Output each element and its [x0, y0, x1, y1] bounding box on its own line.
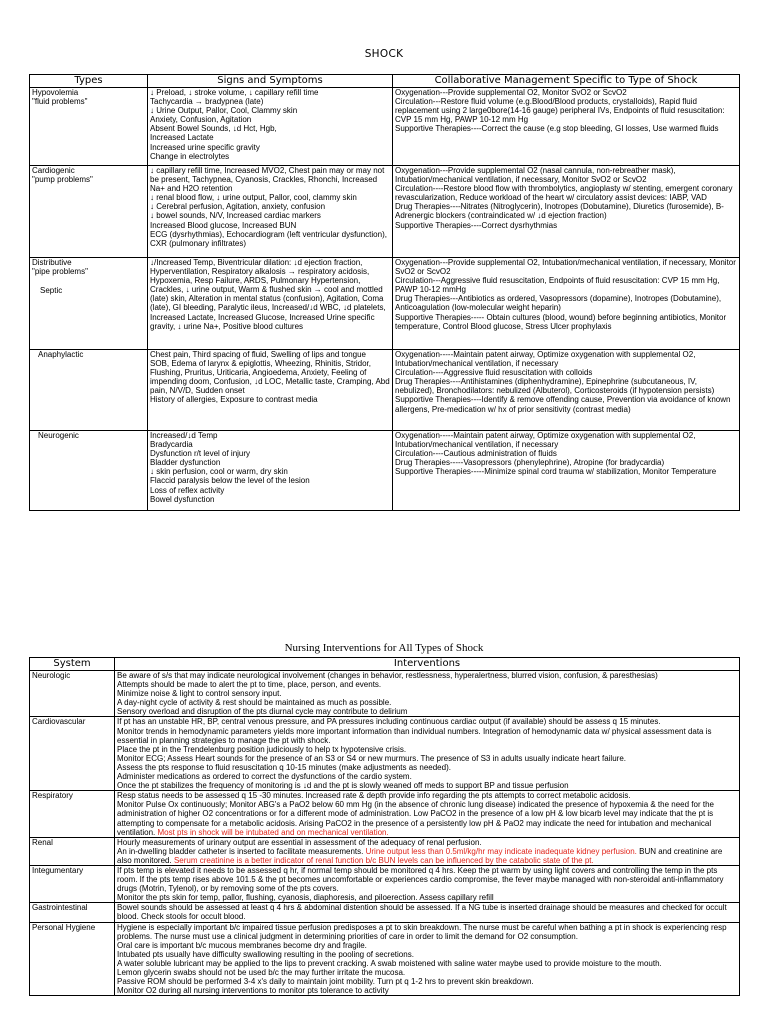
signs-cell	[148, 350, 393, 431]
intervention-text: Hourly measurements of urinary output are essential in assessment of the adequacy of renal perfusion.	[117, 837, 482, 847]
intervention-line	[117, 950, 737, 959]
sign-line: ↓ Cerebral perfusion, Agitation, anxiety, confusion	[150, 202, 326, 212]
table-header-row	[30, 658, 740, 671]
system-cell: Cardiovascular	[30, 717, 115, 791]
system-cell: Personal Hygiene	[30, 922, 115, 996]
sign-line: ↓ renal blood flow, ↓ urine output, Pallor, cool, clammy skin	[150, 193, 357, 203]
sign-line: ↓/Increased Temp, Biventricular dilation: ↓d ejection fraction, Hyperventilation, Respiratory alkalosis → respiratory acidosis, Hypoxemia, Resp Failure, ARDS, Pulmonary Hypertension, Crackles, ↓ urine output, Warm & flushed skin → cool and mottled (late) skin, Alteration in mental status (confusion), Agitation, Coma (late), GI bleeding, Paralytic ileus, Increased/↓d WBC, ↓d platelets, Increased Lactate, Increased Glucose, Increased Urine specific gravity, ↓ urine Na+, Positive blood cultures	[150, 258, 386, 331]
intervention-line	[117, 671, 737, 680]
type-cell	[30, 431, 148, 511]
table-row	[30, 865, 740, 902]
management-line: Supportive Therapies-----Minimize spinal cord trauma w/ stabilization, Monitor Temperature	[395, 467, 717, 477]
management-line: Drug Therapies-----Vasopressors (phenylephrine), Atropine (for bradycardia)	[395, 458, 665, 468]
intervention-text: Passive ROM should be performed 3-4 x's daily to maintain joint mobility. Turn pt q 1-2 hrs to prevent skin breakdown.	[117, 977, 534, 987]
management-line: Circulation---Restore fluid volume (e.g.Blood/Blood products, crystalloids), Rapid fluid replacement using 2 large0bore(14-16 gauge) peripheral IVs, Endpoints of fluid resuscitation: CVP 15 mm Hg, PAWP 10-12 mm Hg	[395, 97, 725, 125]
management-cell	[393, 350, 740, 431]
interventions-cell	[115, 837, 740, 865]
intervention-line	[117, 903, 737, 921]
intervention-text: Once the pt stabilizes the frequency of monitoring is ↓d and the pt is slowly weaned off meds to support BP and tissue perfusion	[117, 781, 569, 791]
interventions-cell	[115, 671, 740, 717]
table-row	[30, 903, 740, 922]
management-line: Supportive Therapies----Identify & remove offending cause, Prevention via avoidance of known allergens, Pre-medication w/ hx of prior sensitivity (contrast media)	[395, 395, 731, 414]
sign-line: ↓ Urine Output, Pallor, Cool, Clammy skin	[150, 106, 298, 116]
sign-line: Anxiety, Confusion, Agitation	[150, 115, 252, 125]
intervention-line	[117, 727, 737, 745]
sign-line: History of allergies, Exposure to contrast media	[150, 395, 318, 405]
sign-line: Flaccid paralysis below the level of the lesion	[150, 476, 310, 486]
intervention-line	[117, 941, 737, 950]
table-row	[30, 431, 740, 511]
table-row	[30, 258, 740, 350]
table-row	[30, 837, 740, 865]
column-header: Interventions	[115, 658, 740, 671]
system-cell: Renal	[30, 837, 115, 865]
type-label: Distributive	[32, 258, 72, 267]
management-line: Oxygenation-----Maintain patent airway, Optimize oxygenation with supplemental O2, Intubation/mechanical ventilation, if necessary	[395, 350, 696, 369]
nursing-interventions-title: Nursing Interventions for All Types of Shock	[284, 642, 484, 654]
intervention-text: Assess the pts response to fluid resuscitation q 10-15 minutes (make adjustments as needed).	[117, 762, 451, 772]
table-row	[30, 350, 740, 431]
sign-line: Absent Bowel Sounds, ↓d Hct, Hgb,	[150, 124, 277, 134]
interventions-cell	[115, 717, 740, 791]
type-label: Hypovolemia	[32, 88, 79, 97]
highlighted-text: Serum creatinine is a better indicator of renal function b/c BUN levels can be influenced by the catabolic state of the pt.	[173, 855, 594, 865]
management-line: Circulation----Restore blood flow with thrombolytics, angioplasty w/ stenting, emergent coronary revascularization, Reduce workload of the heart w/ circulatory assist devices: IABP, VAD	[395, 184, 733, 203]
shock-title: SHOCK	[364, 48, 404, 60]
sign-line: Increased Lactate	[150, 133, 214, 143]
intervention-text: Place the pt in the Trendelenburg position judiciously to help tx hypotensive crisis.	[117, 744, 407, 754]
table-row	[30, 166, 740, 258]
intervention-text: Monitor ECG; Assess Heart sounds for the presence of an S3 or S4 or new murmurs. The presence of S3 in adults usually indicate heart failure.	[117, 753, 626, 763]
intervention-text: Monitor trends in hemodynamic parameters yields more important information than individual numbers. Integration of hemodynamic data w/ physical assessment data is essential in planning strategies to manage the pt with shock.	[117, 726, 712, 745]
intervention-line	[117, 781, 737, 790]
management-line: Oxygenation-----Maintain patent airway, Optimize oxygenation with supplemental O2, Intubation/mechanical ventilation, if necessary	[395, 431, 696, 450]
sign-line: Increased urine specific gravity	[150, 142, 260, 152]
intervention-text: Monitor Pulse Ox continuously; Monitor ABG's a PaO2 below 60 mm Hg (in the absence of chronic lung disease) indicated the presence of hypoxemia & the need for the administration of higher O2 concentrations or for a different mode of administration. Low PaCO2 in the presence of a low pH & low bicarb level may indicate that the pt is attempting to compensate for a metabolic acidosis. Arising PaCO2 in the presence of a persistently low pH & PaO2 may indicate the need for intubation and mechanical ventilation.	[117, 800, 714, 837]
management-cell	[393, 166, 740, 258]
management-line: Drug Therapies----Nitrates (Nitroglycerin), Inotropes (Dobutamine), Diuretics (furosemide), B-Adrenergic blockers (contraindicated w/ ↓d ejection fraction)	[395, 202, 724, 221]
subtype-label: Septic	[40, 286, 63, 296]
intervention-text: BUN and creatinine are also monitored.	[117, 846, 723, 865]
system-cell: Gastrointestinal	[30, 903, 115, 922]
table-row	[30, 717, 740, 791]
intervention-line	[117, 689, 737, 698]
management-line: Circulation----Cautious administration of fluids	[395, 449, 557, 459]
type-cell	[30, 166, 148, 258]
management-line: Circulation---Aggressive fluid resuscitation, Endpoints of fluid resuscitation: CVP 15 mm Hg, PAWP 10-12 mmHg	[395, 276, 720, 295]
intervention-line	[117, 772, 737, 781]
interventions-cell	[115, 791, 740, 837]
management-line: Supportive Therapies----- Obtain cultures (blood, wound) before beginning antibiotics, Monitor temperature, Control Blood glucose, Stress Ulcer prophylaxis	[395, 312, 727, 331]
intervention-line	[117, 800, 737, 836]
highlighted-text: Most pts in shock will be intubated and on mechanical ventilation.	[157, 827, 389, 837]
type-label: "pump problems"	[32, 175, 93, 185]
management-line: Oxygenation---Provide supplemental O2 (nasal cannula, non-rebreather mask), Intubation/mechanical ventilation, if necessary, Monitor SvO2 or ScvO2	[395, 166, 676, 185]
intervention-text: If pts temp is elevated it needs to be assessed q hr, if normal temp should be monitored q 4 hrs. Keep the pt warm by using light covers and controlling the temp in the pts room. If the pts temp rises above 101.5 & the pt becomes uncomfortable or experiences cardio compromise, the fever maybe managed with non-steroidal anti-inflammatory drugs (Motrin, Tylenol), or by removing some of the pts covers.	[117, 865, 724, 894]
intervention-line	[117, 838, 737, 847]
management-line: Oxygenation---Provide supplemental O2, Monitor SvO2 or ScvO2	[395, 88, 627, 97]
intervention-text: Sensory overload and disruption of the pts diurnal cycle may contribute to delirium	[117, 707, 408, 717]
highlighted-text: Urine output less than 0.5ml/kg/hr may indicate inadequate kidney perfusion.	[365, 846, 637, 856]
intervention-line	[117, 968, 737, 977]
sign-line: Bowel dysfunction	[150, 494, 215, 504]
type-cell	[30, 350, 148, 431]
management-cell	[393, 88, 740, 166]
interventions-cell	[115, 922, 740, 996]
intervention-text: Oral care is important b/c mucous membranes become dry and fragile.	[117, 940, 367, 950]
intervention-text: Intubated pts usually have difficulty swallowing resulting in the pooling of secretions.	[117, 949, 414, 959]
system-cell: Respiratory	[30, 791, 115, 837]
sign-line: ↓ skin perfusion, cool or warm, dry skin	[150, 467, 288, 477]
management-line: Drug Therapies----Antihistamines (diphenhydramine), Epinephrine (subcutaneous, IV, nebulized), Bronchodilators: nebulized (Albuterol), Corticosteroids (if hypotension persists)	[395, 377, 715, 396]
intervention-text: Administer medications as ordered to correct the dysfunctions of the cardio system.	[117, 772, 412, 782]
intervention-line	[117, 959, 737, 968]
intervention-text: If pt has an unstable HR, BP, central venous pressure, and PA pressures including continuous cardiac output (if available) should be assess q 15 minutes.	[117, 717, 661, 727]
column-header: Types	[30, 75, 148, 88]
management-cell	[393, 258, 740, 350]
intervention-line	[117, 847, 737, 865]
column-header: Collaborative Management Specific to Type of Shock	[393, 75, 740, 88]
signs-cell	[148, 258, 393, 350]
intervention-line	[117, 763, 737, 772]
sign-line: ↓ bowel sounds, N/V, Increased cardiac markers	[150, 211, 321, 221]
signs-cell	[148, 166, 393, 258]
table-row	[30, 88, 740, 166]
intervention-line	[117, 923, 737, 941]
type-label: "pipe problems"	[32, 267, 88, 277]
sign-line: ↓ Preload, ↓ stroke volume, ↓ capillary refill time	[150, 88, 319, 97]
sign-line: Increased/↓d Temp	[150, 431, 218, 440]
intervention-text: Lemon glycerin swabs should not be used b/c the may further irritate the mucosa.	[117, 968, 406, 977]
intervention-line	[117, 986, 737, 995]
table-row	[30, 791, 740, 837]
intervention-line	[117, 754, 737, 763]
table-header-row	[30, 75, 740, 88]
system-cell: Neurologic	[30, 671, 115, 717]
sign-line: ↓ capillary refill time, Increased MVO2, Chest pain may or may not be present, Tachypnea, Cyanosis, Crackles, Rhonchi, Increased Na+ and H2O retention	[150, 166, 385, 194]
sign-line: SOB, Edema of larynx & epiglottis, Wheezing, Rhinitis, Stridor, Flushing, Pruritus, Uriticaria, Angioedema, Anxiety, Feeling of impending doom, Confusion, ↓d LOC, Metallic taste, Cramping, Abd pain, N/V/D, Sudden onset	[150, 359, 390, 396]
shock-types-table	[29, 74, 740, 511]
intervention-text: Hygiene is especially important b/c impaired tissue perfusion predisposes a pt to skin breakdown. The nurse must be careful when bathing a pt in shock is experiencing resp problems. The nurse must use a clinical judgment in determining priorities of care in order to limit the demand for O2 consumption.	[117, 922, 727, 941]
intervention-text: Resp status needs to be assessed q 15 -30 minutes. Increased rate & depth provide info regarding the pts attempts to correct metabolic acidosis.	[117, 791, 631, 801]
intervention-text: Bowel sounds should be assessed at least q 4 hrs & abdominal distention should be assessed. If a NG tube is inserted drainage should be measures and checked for occult blood. Check stools for occult blood.	[117, 903, 727, 922]
type-cell	[30, 258, 148, 350]
system-cell: Integumentary	[30, 865, 115, 902]
intervention-line	[117, 698, 737, 707]
sign-line: Tachycardia → bradypnea (late)	[150, 97, 264, 107]
table-row	[30, 671, 740, 717]
intervention-text: Monitor the pts skin for temp, pallor, flushing, cyanosis, diaphoresis, and piloerection. Assess capillary refill	[117, 893, 494, 903]
management-line: Circulation----Aggressive fluid resuscitation with colloids	[395, 368, 593, 378]
intervention-text: Be aware of s/s that may indicate neurological involvement (changes in behavior, restlessness, hyperalertness, blurred vision, confusion, & paresthesias)	[117, 671, 658, 680]
sign-line: Chest pain, Third spacing of fluid, Swelling of lips and tongue	[150, 350, 366, 359]
type-cell	[30, 88, 148, 166]
type-label: "fluid problems"	[32, 97, 88, 107]
intervention-text: An in-dwelling bladder catheter is inserted to facilitate measurements.	[117, 846, 364, 856]
intervention-line	[117, 745, 737, 754]
signs-cell	[148, 431, 393, 511]
subtype-label: Anaphylactic	[38, 350, 84, 359]
intervention-text: Monitor O2 during all nursing interventions to monitor pts tolerance to activity	[117, 986, 389, 996]
interventions-cell	[115, 903, 740, 922]
intervention-text: A water soluble lubricant may be applied to the lips to prevent cracking. A swab moistened with saline water maybe used to provide moisture to the mouth.	[117, 958, 662, 968]
table-row	[30, 922, 740, 996]
column-header: System	[30, 658, 115, 671]
management-line: Drug Therapies---Antibiotics as ordered, Vasopressors (dopamine), Inotropes (Dobutamine), Anticoagulation (low-molecular weight heparin)	[395, 294, 722, 313]
intervention-line	[117, 977, 737, 986]
sign-line: Bradycardia	[150, 440, 193, 450]
intervention-text: A day-night cycle of activity & rest should be maintained as much as possible.	[117, 698, 392, 708]
subtype-label: Neurogenic	[38, 431, 79, 440]
management-line: Oxygenation---Provide supplemental O2, Intubation/mechanical ventilation, if necessary, Monitor SvO2 or ScvO2	[395, 258, 736, 277]
type-label: Cardiogenic	[32, 166, 75, 175]
intervention-line	[117, 866, 737, 893]
management-line: Supportive Therapies----Correct the cause (e.g stop bleeding, GI losses, Use warmed fluids	[395, 124, 719, 134]
management-cell	[393, 431, 740, 511]
sign-line: Increased Blood glucose, Increased BUN	[150, 220, 297, 230]
management-line: Supportive Therapies----Correct dysrhythmias	[395, 220, 558, 230]
sign-line: Loss of reflex activity	[150, 485, 225, 495]
intervention-line	[117, 791, 737, 800]
intervention-text: Minimize noise & light to control sensory input.	[117, 689, 282, 699]
intervention-text: Attempts should be made to alert the pt to time, place, person, and events.	[117, 680, 382, 690]
sign-line: Change in electrolytes	[150, 151, 230, 161]
sign-line: Bladder dysfunction	[150, 458, 221, 468]
intervention-line	[117, 717, 737, 726]
sign-line: Dysfunction r/t level of injury	[150, 449, 251, 459]
signs-cell	[148, 88, 393, 166]
sign-line: ECG (dysrhythmias), Echocardiogram (left ventricular dysfunction), CXR (pulmonary infiltrates)	[150, 229, 387, 248]
intervention-line	[117, 680, 737, 689]
column-header: Signs and Symptoms	[148, 75, 393, 88]
intervention-line	[117, 707, 737, 716]
nursing-interventions-table	[29, 657, 740, 996]
intervention-line	[117, 893, 737, 902]
interventions-cell	[115, 865, 740, 902]
